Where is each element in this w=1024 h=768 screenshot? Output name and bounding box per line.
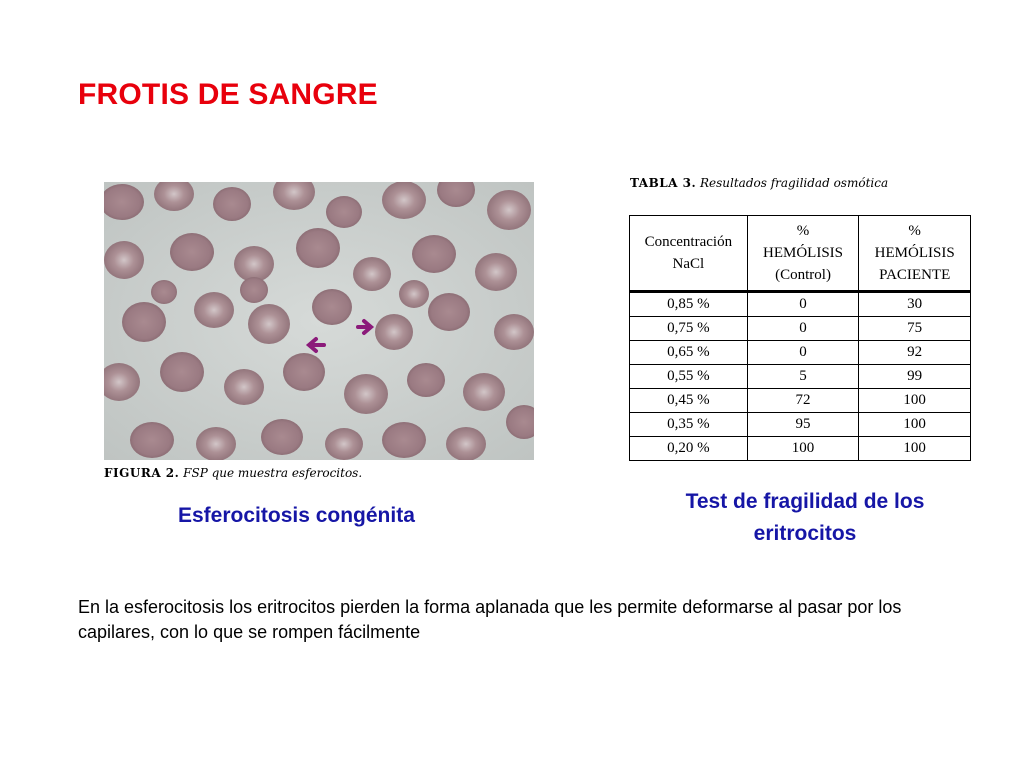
figure-caption-text: FSP que muestra esferocitos. xyxy=(179,466,363,480)
table-row xyxy=(630,389,971,413)
red-blood-cell xyxy=(407,363,445,397)
red-blood-cell xyxy=(382,182,426,219)
red-blood-cell xyxy=(412,235,456,273)
osmotic-fragility-table xyxy=(629,215,971,461)
cell-patient: 100 xyxy=(859,389,971,413)
red-blood-cell xyxy=(326,196,362,228)
cell-patient: 99 xyxy=(859,365,971,389)
cell-control: 0 xyxy=(747,292,859,317)
cell-control: 5 xyxy=(747,365,859,389)
cell-patient: 75 xyxy=(859,317,971,341)
red-blood-cell xyxy=(375,314,413,350)
cell-concentration: 0,55 % xyxy=(630,365,748,389)
table-row xyxy=(630,292,971,317)
red-blood-cell xyxy=(487,190,531,230)
cell-concentration: 0,45 % xyxy=(630,389,748,413)
cell-control: 0 xyxy=(747,341,859,365)
cell-concentration: 0,20 % xyxy=(630,437,748,461)
red-blood-cell xyxy=(122,302,166,342)
table-title-text: Resultados fragilidad osmótica xyxy=(696,176,889,190)
red-blood-cell xyxy=(399,280,429,308)
cell-control: 0 xyxy=(747,317,859,341)
table-row xyxy=(630,365,971,389)
red-blood-cell xyxy=(494,314,534,350)
red-blood-cell xyxy=(240,277,268,303)
red-blood-cell xyxy=(283,353,325,391)
red-blood-cell xyxy=(104,241,144,279)
red-blood-cell xyxy=(325,428,363,460)
spherocytosis-label: Esferocitosis congénita xyxy=(178,504,415,527)
red-blood-cell xyxy=(248,304,290,344)
red-blood-cell xyxy=(428,293,470,331)
red-blood-cell xyxy=(344,374,388,414)
red-blood-cell xyxy=(170,233,214,271)
fragility-test-label: Test de fragilidad de los eritrocitos xyxy=(685,490,925,545)
table-row xyxy=(630,317,971,341)
cell-control: 100 xyxy=(747,437,859,461)
cell-control: 95 xyxy=(747,413,859,437)
cell-concentration: 0,85 % xyxy=(630,292,748,317)
red-blood-cell xyxy=(446,427,486,460)
figure-caption xyxy=(104,466,362,480)
red-blood-cell xyxy=(312,289,352,325)
slide-title: FROTIS DE SANGRE xyxy=(78,78,378,111)
blood-smear-image xyxy=(104,182,534,460)
cell-patient: 100 xyxy=(859,413,971,437)
table-title-label: TABLA 3. xyxy=(630,176,697,190)
cell-patient: 30 xyxy=(859,292,971,317)
red-blood-cell xyxy=(130,422,174,458)
red-blood-cell xyxy=(213,187,251,221)
figure-caption-label: FIGURA 2. xyxy=(104,466,180,480)
cell-concentration: 0,75 % xyxy=(630,317,748,341)
cell-control: 72 xyxy=(747,389,859,413)
cell-patient: 92 xyxy=(859,341,971,365)
red-blood-cell xyxy=(194,292,234,328)
cell-patient: 100 xyxy=(859,437,971,461)
red-blood-cell xyxy=(353,257,391,291)
red-blood-cell xyxy=(196,427,236,460)
table-row xyxy=(630,341,971,365)
table-row xyxy=(630,437,971,461)
table-title xyxy=(630,176,888,190)
cell-concentration: 0,35 % xyxy=(630,413,748,437)
header-concentration: Concentración NaCl xyxy=(630,216,748,292)
red-blood-cell xyxy=(224,369,264,405)
red-blood-cell xyxy=(475,253,517,291)
cell-concentration: 0,65 % xyxy=(630,341,748,365)
red-blood-cell xyxy=(151,280,177,304)
red-blood-cell xyxy=(296,228,340,268)
red-blood-cell xyxy=(234,246,274,282)
red-blood-cell xyxy=(382,422,426,458)
red-blood-cell xyxy=(463,373,505,411)
red-blood-cell xyxy=(261,419,303,455)
header-hemolysis-patient: % HEMÓLISIS PACIENTE xyxy=(859,216,971,292)
red-blood-cell xyxy=(160,352,204,392)
table-row xyxy=(630,413,971,437)
description-text: En la esferocitosis los eritrocitos pierden la forma aplanada que les permite deformarse al pasar por los capilares, con lo que se rompen fácilmente xyxy=(78,597,902,642)
header-hemolysis-control: % HEMÓLISIS (Control) xyxy=(747,216,859,292)
